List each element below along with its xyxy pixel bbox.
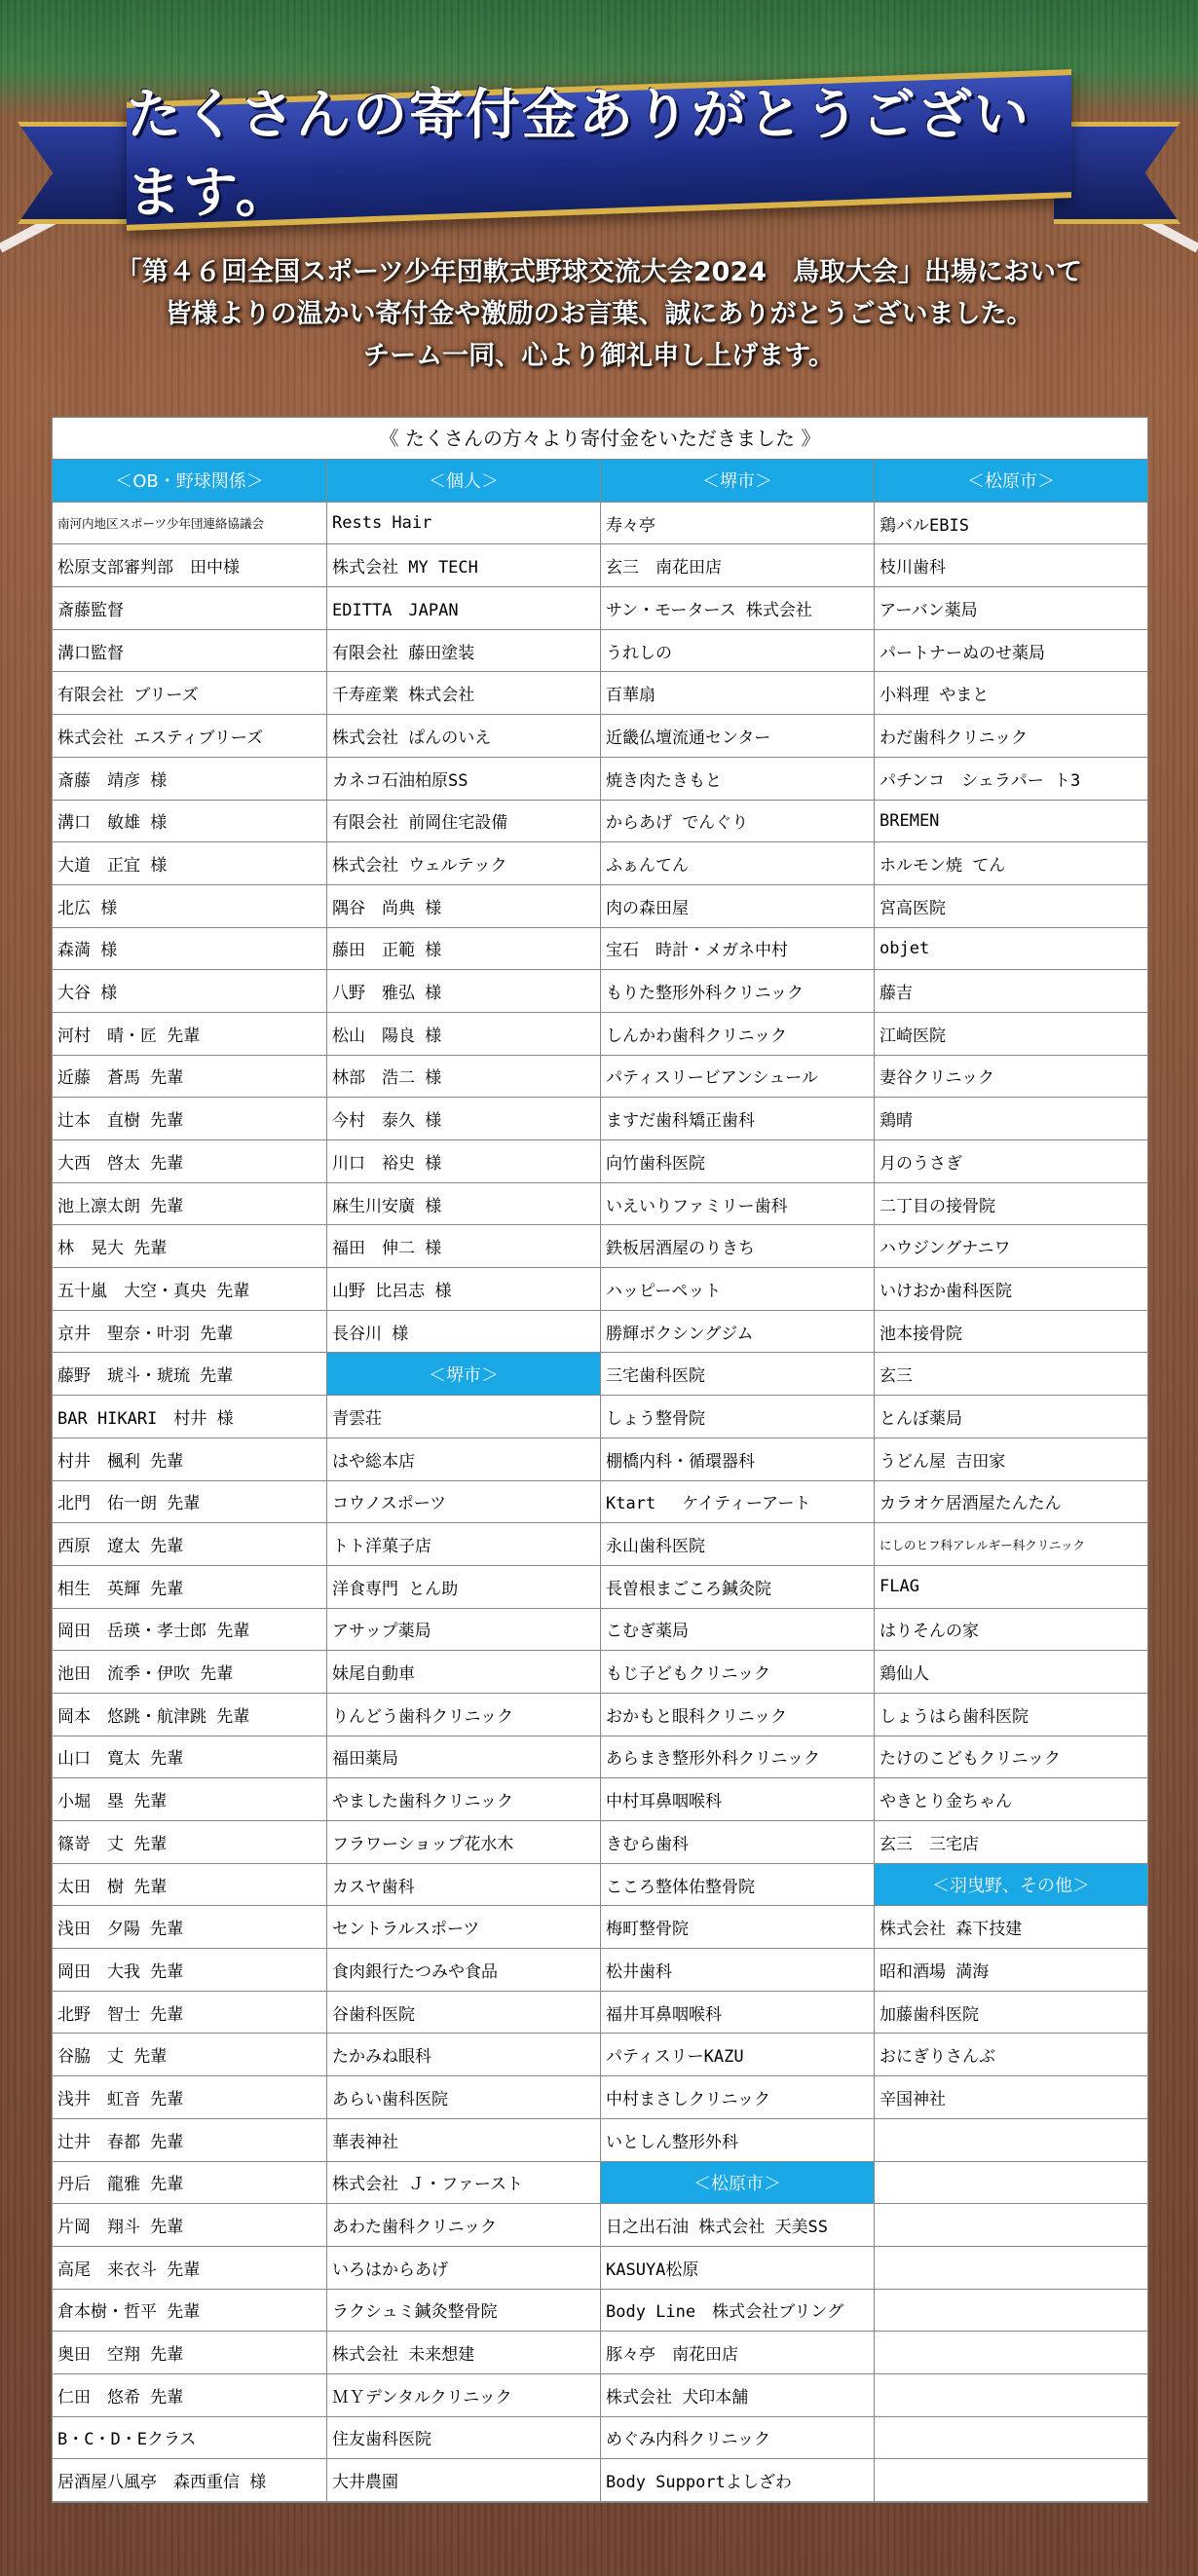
donor-cell: ホルモン焼 てん: [875, 842, 1147, 885]
donor-cell: とんぼ薬局: [875, 1396, 1147, 1438]
donor-cell: しょう整骨院: [601, 1396, 874, 1438]
donor-cell: 浅田 夕陽 先輩: [53, 1906, 326, 1949]
title-banner: [127, 69, 1071, 231]
donor-cell: 南河内地区スポーツ少年団連絡協議会: [53, 503, 326, 545]
donor-cell: 株式会社 ぱんのいえ: [327, 715, 600, 758]
donor-cell: 川口 裕史 様: [327, 1140, 600, 1183]
donor-cell: からあげ でんぐり: [601, 801, 874, 843]
donor-cell: EDITTA JAPAN: [327, 587, 600, 630]
donor-cell: 村井 楓利 先輩: [53, 1438, 326, 1481]
donor-cell: 千寿産業 株式会社: [327, 672, 600, 715]
donor-cell: しょうはら歯科医院: [875, 1694, 1147, 1736]
donor-cell: 株式会社 エスティブリーズ: [53, 715, 326, 758]
donor-cell: BREMEN: [875, 801, 1147, 843]
donor-cell: 有限会社 ブリーズ: [53, 672, 326, 715]
donor-cell: わだ歯科クリニック: [875, 715, 1147, 758]
donor-cell: はりそんの家: [875, 1609, 1147, 1652]
donor-cell: 谷脇 丈 先輩: [53, 2034, 326, 2076]
section-header: ＜松原市＞: [601, 2162, 874, 2205]
donor-cell: 妻谷クリニック: [875, 1056, 1147, 1099]
donor-cell: 山口 寛太 先輩: [53, 1736, 326, 1779]
donor-cell: 中村耳鼻咽喉科: [601, 1778, 874, 1821]
donor-cell: 居酒屋八風亭 森西重信 様: [53, 2459, 326, 2502]
donor-cell: 株式会社 ウェルテック: [327, 842, 600, 885]
donor-cell: 長曽根まごころ鍼灸院: [601, 1566, 874, 1609]
donor-cell: 北門 佑一朗 先輩: [53, 1481, 326, 1524]
donor-cell: 池本接骨院: [875, 1311, 1147, 1354]
donor-cell: ますだ歯科矯正歯科: [601, 1098, 874, 1140]
donor-cell: 隅谷 尚典 様: [327, 885, 600, 928]
donor-cell: うどん屋 吉田家: [875, 1438, 1147, 1481]
donor-cell: 江崎医院: [875, 1013, 1147, 1056]
donor-cell: 日之出石油 株式会社 天美SS: [601, 2204, 874, 2247]
donor-cell: おにぎりさんぶ: [875, 2034, 1147, 2076]
donor-cell: 池田 流季・伊吹 先輩: [53, 1651, 326, 1694]
donor-cell: [875, 2459, 1147, 2502]
donor-cell: BAR HIKARI 村井 様: [53, 1396, 326, 1438]
intro-message: [39, 251, 1159, 377]
donor-cell: 小堀 塁 先輩: [53, 1778, 326, 1821]
donor-cell: Body Supportよしざわ: [601, 2459, 874, 2502]
donor-cell: 斎藤監督: [53, 587, 326, 630]
donor-cell: カラオケ居酒屋たんたん: [875, 1481, 1147, 1524]
donor-cell: はや総本店: [327, 1438, 600, 1481]
donor-cell: 豚々亭 南花田店: [601, 2332, 874, 2374]
donor-cell: 百華扇: [601, 672, 874, 715]
donor-cell: いけおか歯科医院: [875, 1268, 1147, 1311]
donor-cell: 昭和酒場 満海: [875, 1949, 1147, 1992]
donor-cell: ＭＹデンタルクリニック: [327, 2374, 600, 2417]
donor-cell: 相生 英輝 先輩: [53, 1566, 326, 1609]
donor-cell: 斎藤 靖彦 様: [53, 758, 326, 801]
donor-cell: こころ整体佑整骨院: [601, 1864, 874, 1907]
donor-cell: 松原支部審判部 田中様: [53, 544, 326, 587]
donor-cell: 中村まさしクリニック: [601, 2076, 874, 2119]
donor-cell: しんかわ歯科クリニック: [601, 1013, 874, 1056]
donor-cell: 岡田 大我 先輩: [53, 1949, 326, 1992]
donor-cell: いとしん整形外科: [601, 2119, 874, 2162]
ribbon-tail-left: [18, 122, 144, 224]
donor-cell: 寿々亭: [601, 503, 874, 545]
donor-cell: 永山歯科医院: [601, 1523, 874, 1566]
donor-cell: 藤田 正範 様: [327, 928, 600, 971]
donor-cell: あらまき整形外科クリニック: [601, 1736, 874, 1779]
donor-cell: FLAG: [875, 1566, 1147, 1609]
donor-cell: 高尾 来衣斗 先輩: [53, 2247, 326, 2290]
donor-cell: めぐみ内科クリニック: [601, 2417, 874, 2460]
table-title: 《 たくさんの方々より寄付金をいただきました 》: [53, 418, 1147, 460]
donor-column: [53, 460, 326, 2502]
donor-cell: いろはからあげ: [327, 2247, 600, 2290]
donor-cell: 福田薬局: [327, 1736, 600, 1779]
donor-cell: パティスリーKAZU: [601, 2034, 874, 2076]
donor-cell: 岡本 悠跳・航津跳 先輩: [53, 1694, 326, 1736]
donor-grid: [53, 460, 1147, 2502]
donor-cell: アサップ薬局: [327, 1609, 600, 1652]
donor-cell: 鶏バルEBIS: [875, 503, 1147, 545]
donor-cell: パチンコ シェラパー ト3: [875, 758, 1147, 801]
donor-cell: 松山 陽良 様: [327, 1013, 600, 1056]
donor-cell: 辻本 直樹 先輩: [53, 1098, 326, 1140]
donor-cell: [875, 2417, 1147, 2460]
donor-cell: やきとり金ちゃん: [875, 1778, 1147, 1821]
donor-cell: 洋食専門 とん助: [327, 1566, 600, 1609]
intro-line-3: チーム一同、心より御礼申し上げます。: [363, 341, 835, 371]
donor-cell: 西原 遼太 先輩: [53, 1523, 326, 1566]
donor-cell: 焼き肉たきもと: [601, 758, 874, 801]
donor-cell: 鉄板居酒屋のりきち: [601, 1225, 874, 1268]
donor-cell: ふぁんてん: [601, 842, 874, 885]
donor-cell: サン・モータース 株式会社: [601, 587, 874, 630]
donor-cell: 食肉銀行たつみや食品: [327, 1949, 600, 1992]
donor-cell: 林部 浩二 様: [327, 1056, 600, 1099]
donor-cell: 勝輝ボクシングジム: [601, 1311, 874, 1354]
donor-cell: 有限会社 前岡住宅設備: [327, 801, 600, 843]
donor-cell: 奥田 空翔 先輩: [53, 2332, 326, 2374]
donor-cell: たけのこどもクリニック: [875, 1736, 1147, 1779]
donor-cell: もりた整形外科クリニック: [601, 970, 874, 1013]
donor-cell: 向竹歯科医院: [601, 1140, 874, 1183]
donor-cell: 丹后 龍雅 先輩: [53, 2162, 326, 2205]
donor-cell: 辛国神社: [875, 2076, 1147, 2119]
donor-cell: あらい歯科医院: [327, 2076, 600, 2119]
donor-cell: 辻井 春都 先輩: [53, 2119, 326, 2162]
donor-cell: 河村 晴・匠 先輩: [53, 1013, 326, 1056]
donor-cell: 五十嵐 大空・真央 先輩: [53, 1268, 326, 1311]
donor-cell: こむぎ薬局: [601, 1609, 874, 1652]
donor-cell: Body Line 株式会社ブリング: [601, 2290, 874, 2333]
donor-cell: 住友歯科医院: [327, 2417, 600, 2460]
donor-cell: おかもと眼科クリニック: [601, 1694, 874, 1736]
donor-cell: 長谷川 様: [327, 1311, 600, 1354]
donor-cell: 鶏仙人: [875, 1651, 1147, 1694]
donor-cell: あわた歯科クリニック: [327, 2204, 600, 2247]
donor-cell: 岡田 岳瑛・孝士郎 先輩: [53, 1609, 326, 1652]
donor-cell: 玄三 南花田店: [601, 544, 874, 587]
donor-cell: 浅井 虹音 先輩: [53, 2076, 326, 2119]
donor-cell: 篠嵜 丈 先輩: [53, 1821, 326, 1864]
donor-cell: 青雲荘: [327, 1396, 600, 1438]
donor-cell: コウノスポーツ: [327, 1481, 600, 1524]
donor-cell: ハッピーペット: [601, 1268, 874, 1311]
donor-cell: 枝川歯科: [875, 544, 1147, 587]
donor-cell: 有限会社 藤田塗装: [327, 630, 600, 673]
donor-column: [600, 460, 874, 2502]
donor-cell: 小料理 やまと: [875, 672, 1147, 715]
donor-cell: もじ子どもクリニック: [601, 1651, 874, 1694]
donor-cell: 加藤歯科医院: [875, 1992, 1147, 2035]
donor-cell: KASUYA松原: [601, 2247, 874, 2290]
donor-cell: [875, 2247, 1147, 2290]
donor-cell: 玄三: [875, 1353, 1147, 1396]
donor-cell: 倉本樹・哲平 先輩: [53, 2290, 326, 2333]
donor-cell: 太田 樹 先輩: [53, 1864, 326, 1907]
donor-cell: 鶏晴: [875, 1098, 1147, 1140]
intro-line-2: 皆様よりの温かい寄付金や激励のお言葉、誠にありがとうございました。: [165, 299, 1033, 329]
donor-cell: 谷歯科医院: [327, 1992, 600, 2035]
banner-title: たくさんの寄付金ありがとうございます。: [127, 84, 1030, 225]
donor-cell: 近藤 蒼馬 先輩: [53, 1056, 326, 1099]
donor-cell: 株式会社 未来想建: [327, 2332, 600, 2374]
section-header: ＜OB・野球関係＞: [53, 460, 326, 503]
donor-cell: 林 晃大 先輩: [53, 1225, 326, 1268]
donor-cell: 福田 伸二 様: [327, 1225, 600, 1268]
donor-cell: 仁田 悠希 先輩: [53, 2374, 326, 2417]
donor-cell: ラクシュミ鍼灸整骨院: [327, 2290, 600, 2333]
donor-cell: 月のうさぎ: [875, 1140, 1147, 1183]
donor-cell: objet: [875, 928, 1147, 971]
donor-cell: 玄三 三宅店: [875, 1821, 1147, 1864]
donor-column: [874, 460, 1147, 2502]
donor-cell: にしのヒフ科アレルギー科クリニック: [875, 1523, 1147, 1566]
donor-cell: 藤野 琥斗・琥琉 先輩: [53, 1353, 326, 1396]
donor-cell: 妹尾自動車: [327, 1651, 600, 1694]
donor-cell: [875, 2374, 1147, 2417]
donor-cell: [875, 2162, 1147, 2205]
section-header: ＜個人＞: [327, 460, 600, 503]
donor-cell: 八野 雅弘 様: [327, 970, 600, 1013]
donor-cell: 梅町整骨院: [601, 1906, 874, 1949]
donor-cell: 近畿仏壇流通センター: [601, 715, 874, 758]
donor-cell: 松井歯科: [601, 1949, 874, 1992]
donor-cell: 大井農園: [327, 2459, 600, 2502]
donor-cell: 溝口監督: [53, 630, 326, 673]
donor-cell: 棚橋内科・循環器科: [601, 1438, 874, 1481]
donor-cell: 溝口 敏雄 様: [53, 801, 326, 843]
donor-cell: いえいりファミリー歯科: [601, 1183, 874, 1226]
donor-cell: きむら歯科: [601, 1821, 874, 1864]
donor-cell: B・C・D・Eクラス: [53, 2417, 326, 2460]
ribbon-tail-right: [1054, 122, 1180, 224]
donor-cell: 肉の森田屋: [601, 885, 874, 928]
donor-cell: トト洋菓子店: [327, 1523, 600, 1566]
donor-cell: 池上凛太朗 先輩: [53, 1183, 326, 1226]
donor-cell: 片岡 翔斗 先輩: [53, 2204, 326, 2247]
donor-cell: 麻生川安廣 様: [327, 1183, 600, 1226]
donor-table: [52, 417, 1148, 2503]
intro-line-1: 「第４６回全国スポーツ少年団軟式野球交流大会2024 鳥取大会」出場において: [115, 257, 1083, 287]
donor-cell: 華表神社: [327, 2119, 600, 2162]
donor-cell: 株式会社 Ｊ・ファースト: [327, 2162, 600, 2205]
donor-cell: Rests Hair: [327, 503, 600, 545]
donor-cell: 京井 聖奈・叶羽 先輩: [53, 1311, 326, 1354]
donor-cell: 今村 泰久 様: [327, 1098, 600, 1140]
donor-cell: うれしの: [601, 630, 874, 673]
donor-cell: りんどう歯科クリニック: [327, 1694, 600, 1736]
donor-cell: アーバン薬局: [875, 587, 1147, 630]
donor-cell: 株式会社 犬印本舗: [601, 2374, 874, 2417]
donor-cell: フラワーショップ花水木: [327, 1821, 600, 1864]
donor-cell: 三宅歯科医院: [601, 1353, 874, 1396]
donor-cell: セントラルスポーツ: [327, 1906, 600, 1949]
donor-cell: カスヤ歯科: [327, 1864, 600, 1907]
donor-cell: [875, 2332, 1147, 2374]
donor-column: [326, 460, 600, 2502]
donor-cell: [875, 2290, 1147, 2333]
donor-cell: 福井耳鼻咽喉科: [601, 1992, 874, 2035]
donor-cell: 二丁目の接骨院: [875, 1183, 1147, 1226]
section-header: ＜堺市＞: [327, 1353, 600, 1396]
donor-cell: 大谷 様: [53, 970, 326, 1013]
donor-cell: 山野 比呂志 様: [327, 1268, 600, 1311]
section-header: ＜堺市＞: [601, 460, 874, 503]
donor-cell: たかみね眼科: [327, 2034, 600, 2076]
donor-cell: [875, 2119, 1147, 2162]
donor-cell: 森満 様: [53, 928, 326, 971]
section-header: ＜松原市＞: [875, 460, 1147, 503]
donor-cell: 大西 啓太 先輩: [53, 1140, 326, 1183]
donor-cell: 北広 様: [53, 885, 326, 928]
donor-cell: パティスリービアンシュール: [601, 1056, 874, 1099]
donor-cell: 北野 智士 先輩: [53, 1992, 326, 2035]
donor-cell: パートナーぬのせ薬局: [875, 630, 1147, 673]
donor-cell: [875, 2204, 1147, 2247]
donor-cell: やました歯科クリニック: [327, 1778, 600, 1821]
donor-cell: カネコ石油柏原SS: [327, 758, 600, 801]
donor-cell: 株式会社 MY TECH: [327, 544, 600, 587]
donor-cell: 藤吉: [875, 970, 1147, 1013]
section-header: ＜羽曳野、その他＞: [875, 1864, 1147, 1907]
donor-cell: 宮高医院: [875, 885, 1147, 928]
donor-cell: ハウジングナニワ: [875, 1225, 1147, 1268]
donor-cell: 大道 正宜 様: [53, 842, 326, 885]
donor-cell: 株式会社 森下技建: [875, 1906, 1147, 1949]
donor-cell: Ktart ケイティーアート: [601, 1481, 874, 1524]
donor-cell: 宝石 時計・メガネ中村: [601, 928, 874, 971]
